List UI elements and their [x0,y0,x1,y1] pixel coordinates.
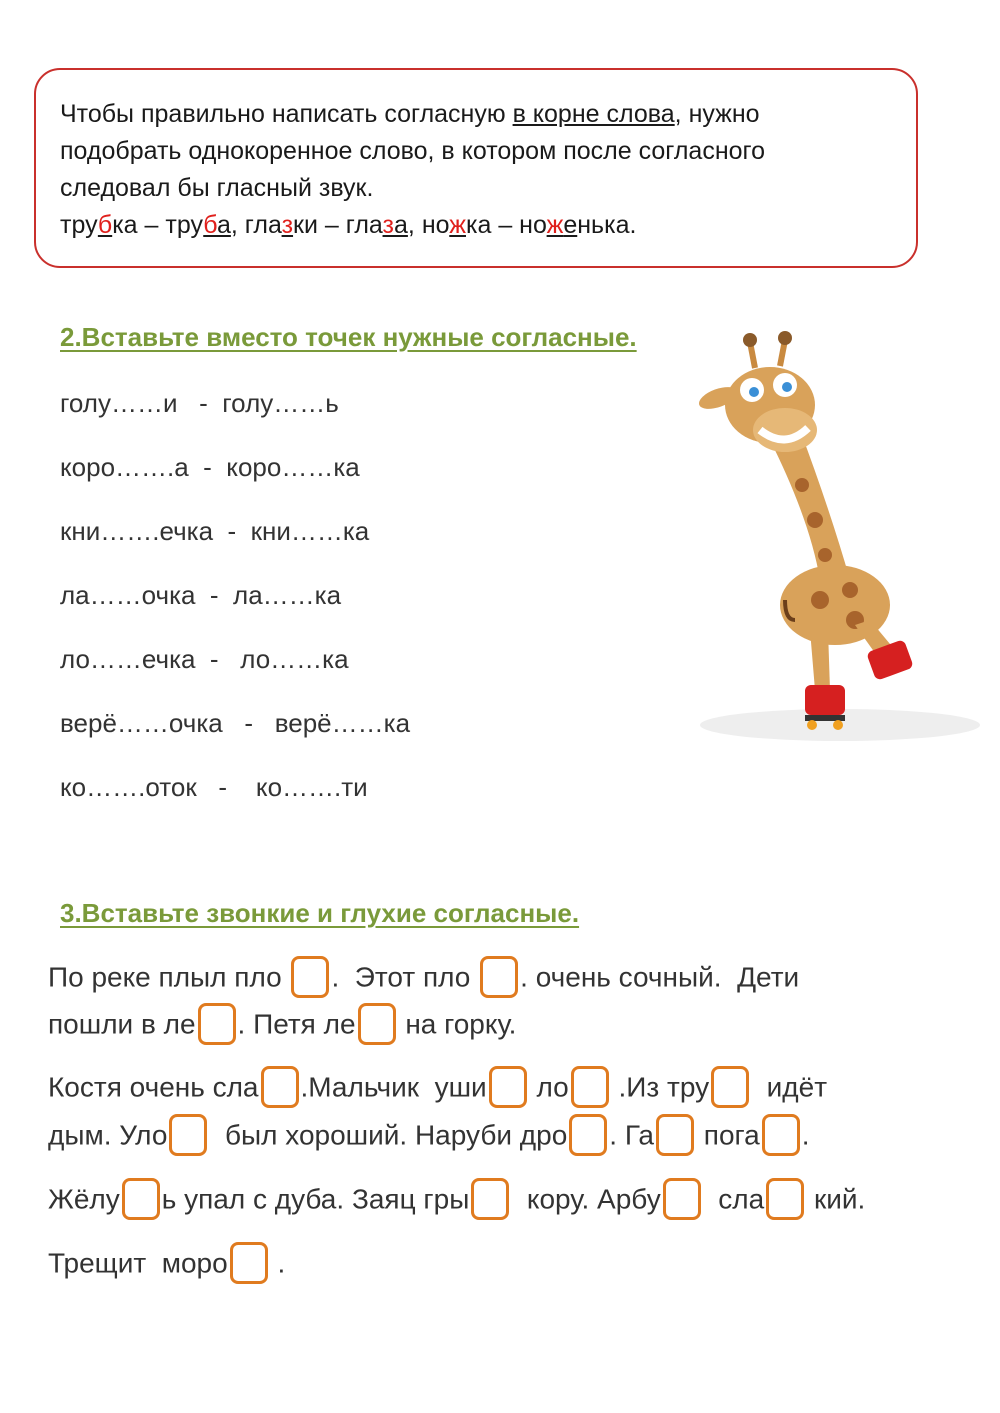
answer-box[interactable] [230,1242,268,1284]
task2-heading: 2.Вставьте вместо точек нужные согласные. [60,322,637,352]
answer-box[interactable] [489,1066,527,1108]
answer-box[interactable] [656,1114,694,1156]
task3-line: пошли в ле . Петя ле на горку. [48,1005,516,1047]
rule-examples: трубка – труба, глазки – глаза, ножка – ноженька. [60,211,637,239]
task3-line: По реке плыл пло . Этот пло . очень сочный. Дети [48,958,799,1000]
task2-line: кни…….ечка - кни……ка [60,516,370,546]
answer-box[interactable] [471,1178,509,1220]
task3-line: дым. Уло был хороший. Наруби дро . Га пога . [48,1116,809,1158]
answer-box[interactable] [762,1114,800,1156]
answer-box[interactable] [766,1178,804,1220]
answer-box[interactable] [480,956,518,998]
answer-box[interactable] [169,1114,207,1156]
task3-line: Трещит моро . [48,1244,285,1286]
answer-box[interactable] [571,1066,609,1108]
answer-box[interactable] [291,956,329,998]
task3-line: Жёлу ь упал с дуба. Заяц гры кору. Арбу сла кий. [48,1180,865,1222]
answer-box[interactable] [358,1003,396,1045]
task3-line: Костя очень сла .Мальчик уши ло .Из тру идёт [48,1068,827,1110]
task2-line: коро…….а - коро……ка [60,452,360,482]
answer-box[interactable] [122,1178,160,1220]
task2-line: голу……и - голу……ь [60,388,339,418]
answer-box[interactable] [261,1066,299,1108]
answer-box[interactable] [663,1178,701,1220]
giraffe-illustration [690,320,990,760]
answer-box[interactable] [198,1003,236,1045]
answer-box[interactable] [569,1114,607,1156]
task2-line: ко…….оток - ко…….ти [60,772,368,802]
task2-line: верё……очка - верё……ка [60,708,411,738]
answer-box[interactable] [711,1066,749,1108]
task2-line: ло……ечка - ло……ка [60,644,349,674]
rule-underlined-phrase: в корне слова [512,100,675,128]
task2-line: ла……очка - ла……ка [60,580,342,610]
rule-text: Чтобы правильно написать согласную в корне слова, нужно подобрать однокоренное слово, в котором после согласного следовал бы гласный звук. трубка – труба, глазки – глаза, ножка – ноженька. [60,96,765,244]
task3-heading: 3.Вставьте звонкие и глухие согласные. [60,898,580,928]
